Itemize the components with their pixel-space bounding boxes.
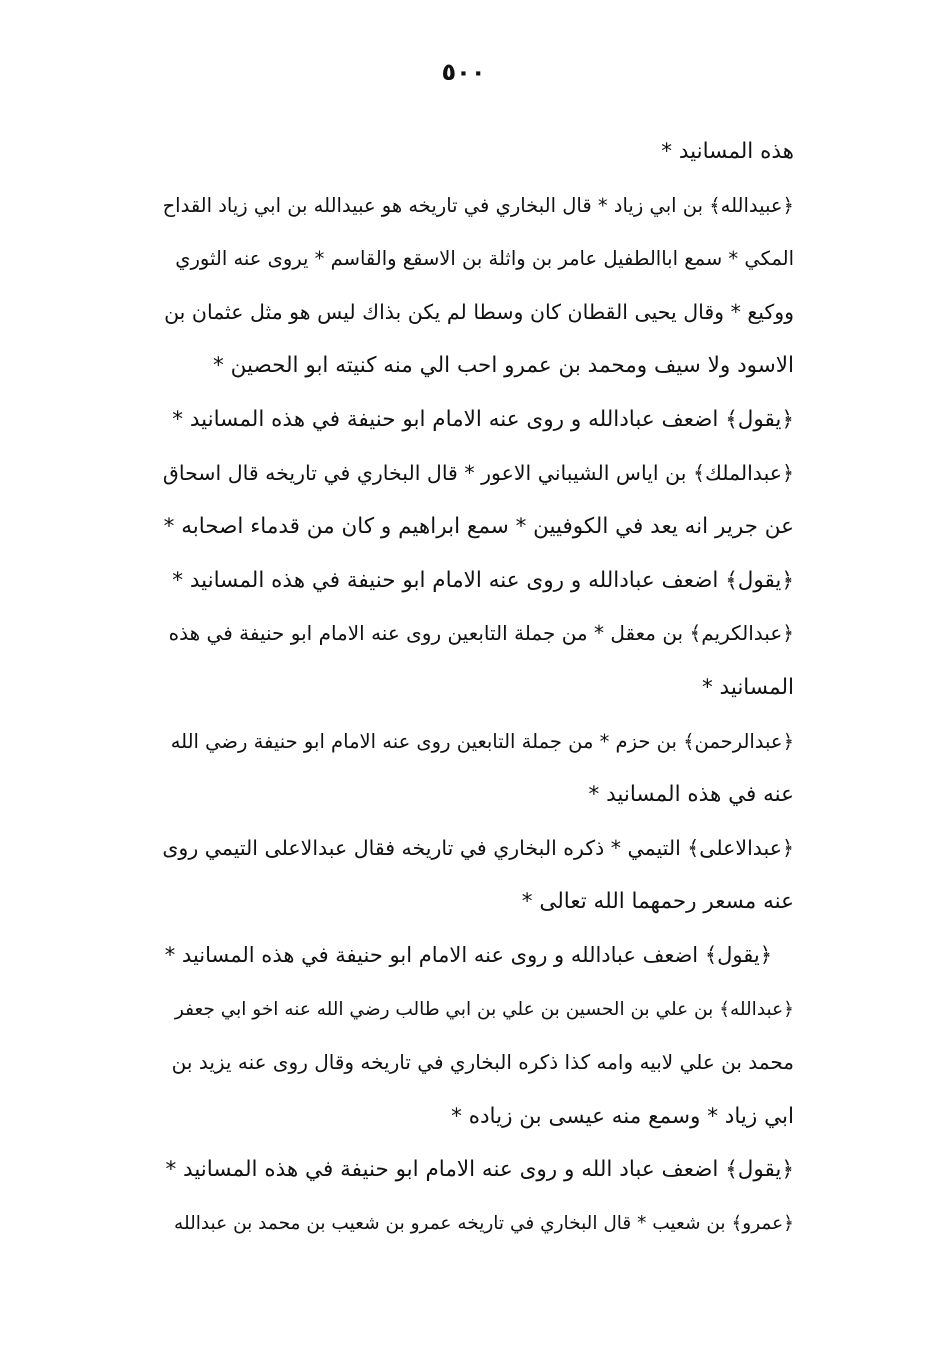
text-line: ﴿عبدالرحمن﴾ بن حزم * من جملة التابعين روى عنه الامام ابو حنيفة رضي الله <box>170 729 794 753</box>
text-line: ووكيع * وقال يحيى القطان كان وسطا لم يكن بذاك ليس هو مثل عثمان بن <box>164 299 794 324</box>
page-number: ٥٠٠ <box>441 58 486 86</box>
text-line: عن جرير انه يعد في الكوفيين * سمع ابراهيم و كان من قدماء اصحابه * <box>163 514 794 540</box>
text-line: الاسود ولا سيف ومحمد بن عمرو احب الي منه كنيته ابو الحصين * <box>213 353 794 379</box>
body-text <box>162 125 794 1250</box>
text-line: ﴿عبدالملك﴾ بن اياس الشيباني الاعور * قال البخاري في تاريخه قال اسحاق <box>162 460 794 485</box>
text-line: ﴿عبدالاعلى﴾ التيمي * ذكره البخاري في تاريخه فقال عبدالاعلى التيمي روى <box>162 835 794 860</box>
text-line: المكي * سمع اباالطفيل عامر بن واثلة بن الاسقع والقاسم * يروى عنه الثوري <box>175 247 794 271</box>
text-line: ﴿يقول﴾ اضعف عباد الله و روى عنه الامام ابو حنيفة في هذه المسانيد * <box>165 1157 794 1183</box>
text-line: عنه مسعر رحمهما الله تعالى * <box>521 889 794 915</box>
text-line: ﴿عمرو﴾ بن شعيب * قال البخاري في تاريخه عمرو بن شعيب بن محمد بن عبدالله <box>174 1212 794 1234</box>
text-line: عنه في هذه المسانيد * <box>588 782 794 808</box>
text-line: محمد بن علي لابيه وامه كذا ذكره البخاري في تاريخه وقال روى عنه يزيد بن <box>171 1050 794 1075</box>
text-line: ﴿عبدالله﴾ بن علي بن الحسين بن علي بن ابي طالب رضي الله عنه اخو ابي جعفر <box>174 998 794 1020</box>
text-line: المسانيد * <box>701 674 794 700</box>
text-line: ﴿يقول﴾ اضعف عبادالله و روى عنه الامام ابو حنيفة في هذه المسانيد * <box>172 406 794 432</box>
text-line: هذه المسانيد * <box>661 139 794 164</box>
text-line: ابي زياد * وسمع منه عيسى بن زياده * <box>451 1103 794 1129</box>
text-line: ﴿يقول﴾ اضعف عبادالله و روى عنه الامام ابو حنيفة في هذه المسانيد * <box>164 942 772 967</box>
text-line: ﴿عبيدالله﴾ بن ابي زياد * قال البخاري في تاريخه هو عبيدالله بن ابي زياد القداح <box>162 193 794 217</box>
text-line: ﴿يقول﴾ اضعف عبادالله و روى عنه الامام ابو حنيفة في هذه المسانيد * <box>172 567 794 593</box>
text-line: ﴿عبدالكريم﴾ بن معقل * من جملة التابعين روى عنه الامام ابو حنيفة في هذه <box>168 621 794 646</box>
